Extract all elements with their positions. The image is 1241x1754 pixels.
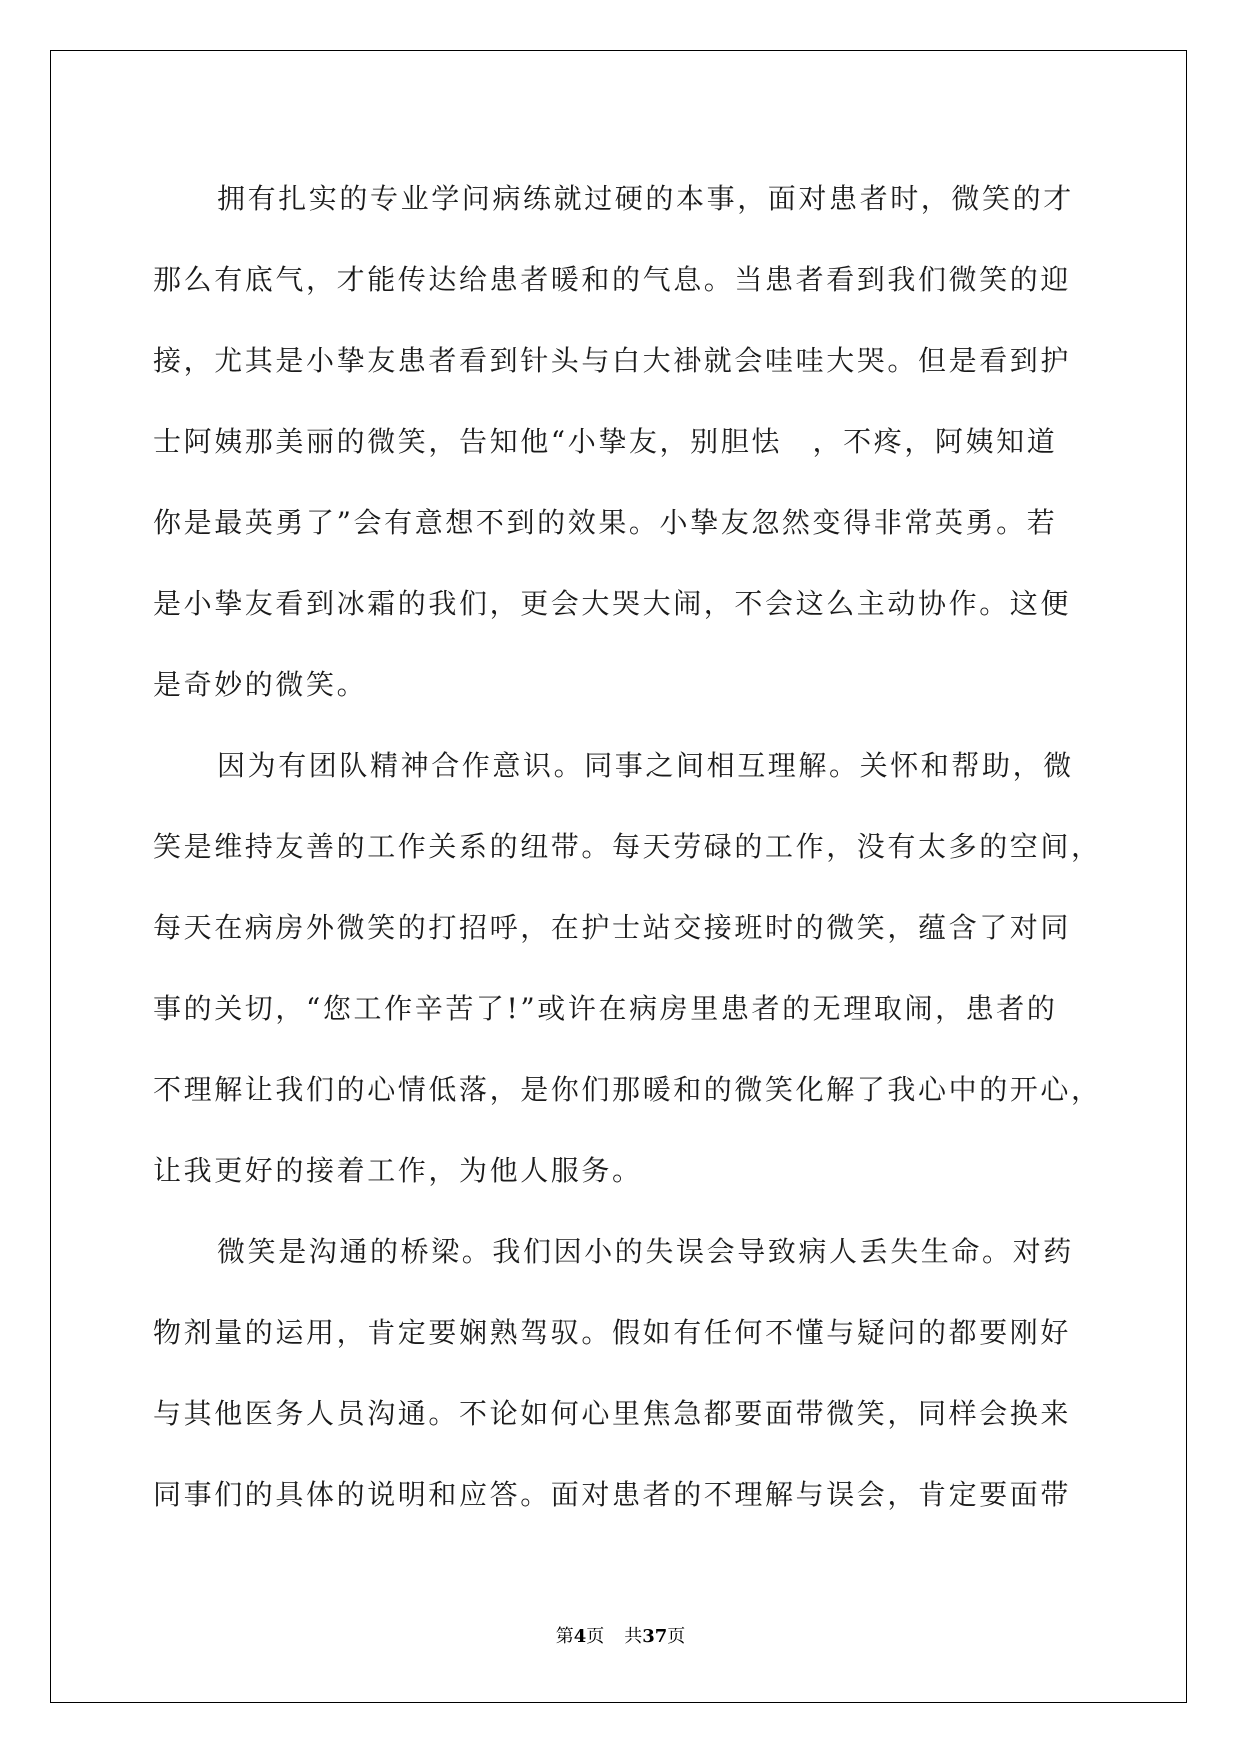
page-total: 37 [642, 1626, 668, 1647]
page-suffix: 页 [586, 1626, 605, 1647]
text-line: 拥有扎实的专业学问病练就过硬的本事，面对患者时，微笑的才 [217, 182, 1074, 215]
text-line: 是小挚友看到冰霜的我们，更会大哭大闹，不会这么主动协作。这便 [153, 587, 1072, 620]
text-line: 事的关切，“您工作辛苦了!”或许在病房里患者的无理取闹，患者的 [153, 992, 1058, 1025]
text-line: 士阿姨那美丽的微笑，告知他“小挚友，别胆怯 ，不疼，阿姨知道 [153, 425, 1058, 458]
text-line: 你是最英勇了”会有意想不到的效果。小挚友忽然变得非常英勇。若 [153, 506, 1058, 539]
document-body [153, 158, 1102, 1535]
total-prefix: 共 [624, 1626, 643, 1647]
paragraph [153, 158, 1093, 725]
text-line: 笑是维持友善的工作关系的纽带。每天劳碌的工作，没有太多的空间， [153, 830, 1102, 863]
paragraph [153, 725, 1102, 1211]
text-line: 是奇妙的微笑。 [153, 668, 368, 701]
text-line: 同事们的具体的说明和应答。面对患者的不理解与误会，肯定要面带 [153, 1478, 1072, 1511]
total-suffix: 页 [667, 1626, 686, 1647]
page-footer [0, 1622, 1241, 1648]
text-line: 物剂量的运用，肯定要娴熟驾驭。假如有任何不懂与疑问的都要刚好 [153, 1316, 1072, 1349]
paragraph [153, 1211, 1093, 1535]
page-current: 4 [573, 1626, 587, 1647]
text-line: 微笑是沟通的桥梁。我们因小的失误会导致病人丢失生命。对药 [217, 1235, 1074, 1268]
text-line: 接，尤其是小挚友患者看到针头与白大褂就会哇哇大哭。但是看到护 [153, 344, 1072, 377]
page-prefix: 第 [555, 1626, 574, 1647]
text-line: 每天在病房外微笑的打招呼，在护士站交接班时的微笑，蕴含了对同 [153, 911, 1072, 944]
text-line: 与其他医务人员沟通。不论如何心里焦急都要面带微笑，同样会换来 [153, 1397, 1072, 1430]
text-line: 因为有团队精神合作意识。同事之间相互理解。关怀和帮助，微 [217, 749, 1074, 782]
text-line: 让我更好的接着工作，为他人服务。 [153, 1154, 643, 1187]
text-line: 不理解让我们的心情低落，是你们那暖和的微笑化解了我心中的开心， [153, 1073, 1102, 1106]
text-line: 那么有底气，才能传达给患者暖和的气息。当患者看到我们微笑的迎 [153, 263, 1072, 296]
